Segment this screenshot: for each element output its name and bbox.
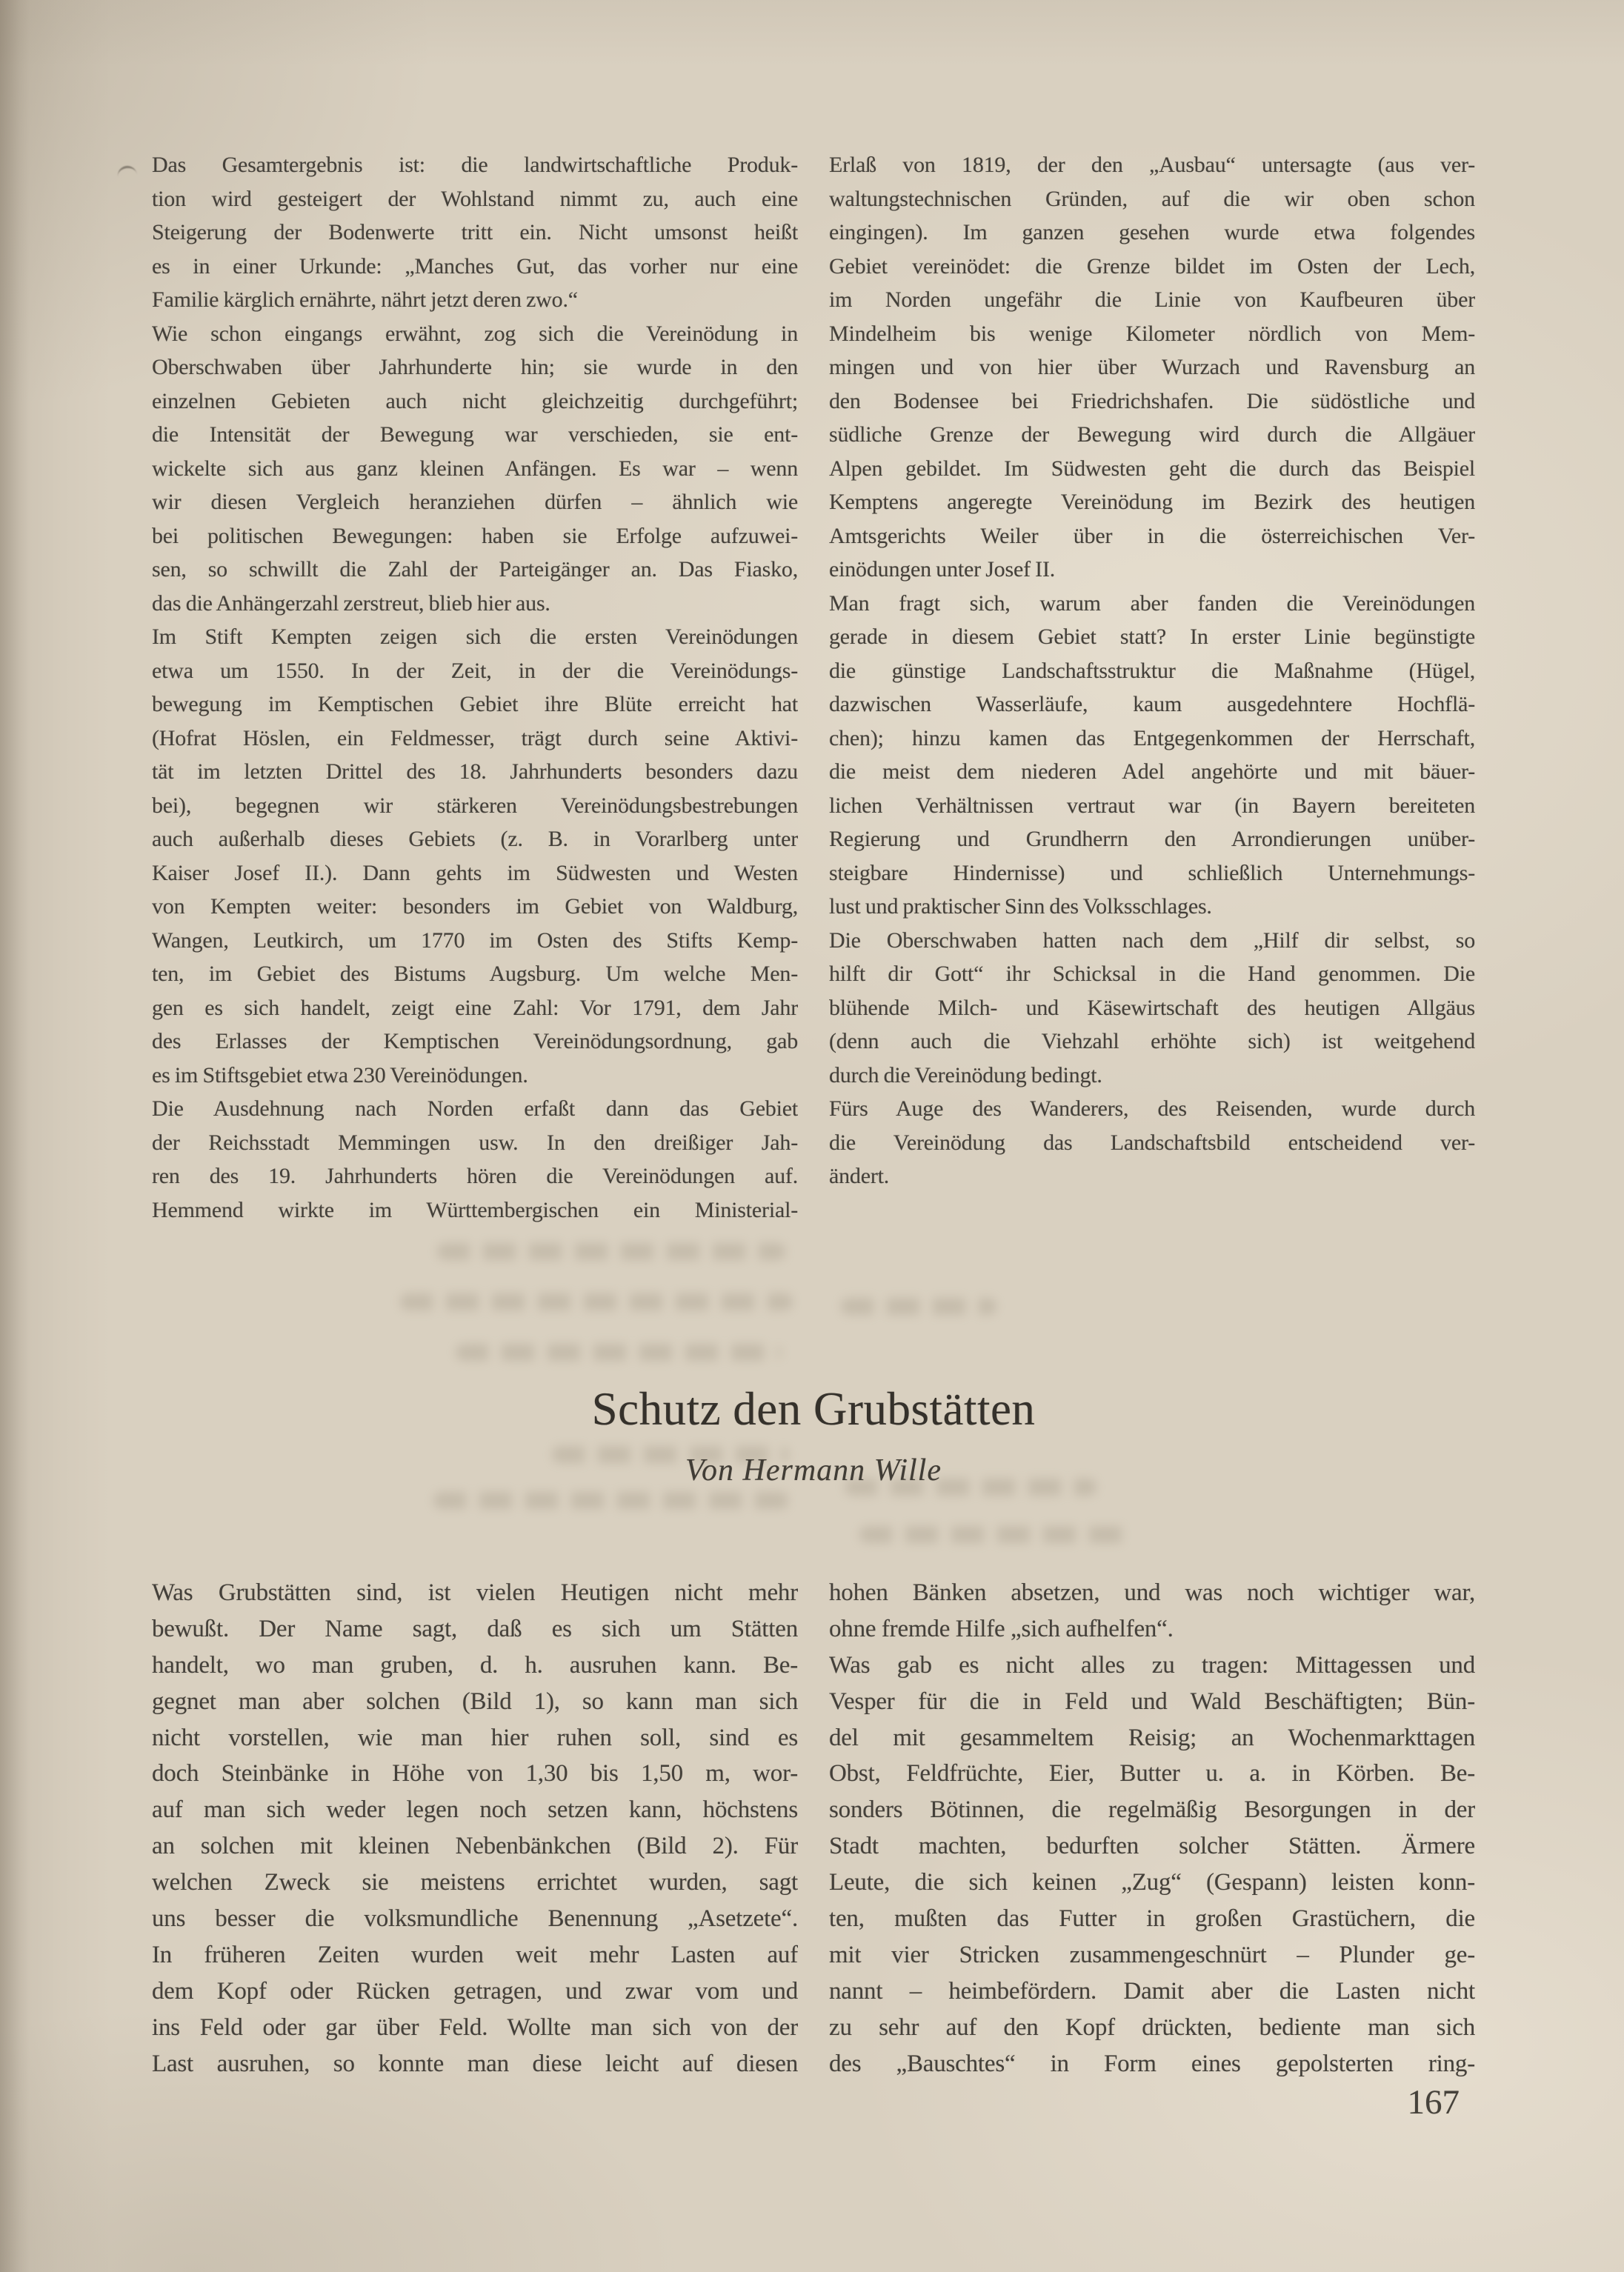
text-line: Steigerung der Bodenwerte tritt ein. Nicht umsonst heißt [152,220,798,244]
scan-artifact-mark [116,164,137,176]
text-line: Was Grubstätten sind, ist vielen Heutigen nicht mehr [152,1579,798,1606]
bleedthrough-ghost-line [841,1298,996,1315]
text-line: durch die Vereinödung bedingt. [829,1062,1102,1087]
text-line: Last ausruhen, so konnte man diese leicht auf diesen [152,2050,798,2077]
top-article-right-column [829,148,1475,1193]
text-line: del mit gesammeltem Reisig; an Wochenmarkttagen [829,1724,1475,1751]
text-line: Hemmend wirkte im Württembergischen ein Ministerial- [152,1197,798,1222]
text-line: handelt, wo man gruben, d. h. ausruhen kann. Be- [152,1651,798,1679]
bleedthrough-ghost-line [456,1344,782,1361]
text-line: die Intensität der Bewegung war verschieden, sie ent- [152,422,798,447]
text-line: ten, mußten das Futter in großen Grastüchern, die [829,1905,1475,1933]
new-article-left-column [152,1575,798,2082]
text-line: gegnet man aber solchen (Bild 1), so kann man sich [152,1688,798,1715]
text-line: Die Ausdehnung nach Norden erfaßt dann das Gebiet [152,1096,798,1121]
text-line: dem Kopf oder Rücken getragen, und zwar vom und [152,1977,798,2005]
article-title: Schutz den Grubstätten [591,1383,1036,1435]
text-line: gen es sich handelt, zeigt eine Zahl: Vor 1791, dem Jahr [152,995,798,1020]
text-line: hilft dir Gott“ ihr Schicksal in die Hand genommen. Die [829,962,1475,986]
text-line: Wie schon eingangs erwähnt, zog sich die Vereinödung in [152,321,798,346]
text-line: lust und praktischer Sinn des Volksschlages. [829,894,1212,919]
text-line: einödungen unter Josef II. [829,557,1056,582]
text-line: Wangen, Leutkirch, um 1770 im Osten des Stifts Kemp- [152,927,798,953]
text-line: sen, so schwillt die Zahl der Parteigänger an. Das Fiasko, [152,557,798,582]
text-line: Obst, Feldfrüchte, Eier, Butter u. a. in Körben. Be- [829,1760,1475,1788]
text-line: Die Oberschwaben hatten nach dem „Hilf dir selbst, so [829,927,1475,953]
text-line: Das Gesamtergebnis ist: die landwirtschaftliche Produk- [152,153,798,177]
page-number: 167 [1407,2083,1460,2122]
text-line: nicht vorstellen, wie man hier ruhen soll, sind es [152,1724,798,1751]
text-line: etwa um 1550. In der Zeit, in der die Vereinödungs- [152,658,798,683]
text-line: Fürs Auge des Wanderers, des Reisenden, wurde durch [829,1096,1475,1121]
text-line: ins Feld oder gar über Feld. Wollte man sich von der [152,2013,798,2041]
text-line: Gebiet vereinödet: die Grenze bildet im Osten der Lech, [829,253,1475,279]
text-line: (denn auch die Viehzahl erhöhte sich) ist weitgehend [829,1029,1475,1053]
text-line: mit vier Stricken zusammengeschnürt – Plunder ge- [829,1941,1475,1968]
text-line: welchen Zweck sie meistens errichtet wurden, sagt [152,1869,798,1896]
text-line: bei), begegnen wir stärkeren Vereinödungsbestrebungen [152,793,798,818]
text-line: nannt – heimbefördern. Damit aber die Lasten nicht [829,1977,1475,2005]
text-line: waltungstechnischen Gründen, auf die wir oben schon [829,186,1475,211]
text-line: tät im letzten Drittel des 18. Jahrhunderts besonders dazu [152,759,798,784]
text-line: uns besser die volksmundliche Benennung „Asetzete“. [152,1905,798,1933]
text-line: Oberschwaben über Jahrhunderte hin; sie wurde in den [152,355,798,379]
bleedthrough-ghost-line [437,1243,785,1260]
text-line: einzelnen Gebieten auch nicht gleichzeitig durchgeführt; [152,388,798,413]
text-line: wir diesen Vergleich heranziehen dürfen – ähnlich wie [152,490,798,514]
text-line: des Erlasses der Kemptischen Vereinödungsordnung, gab [152,1029,798,1053]
text-line: tion wird gesteigert der Wohlstand nimmt zu, auch eine [152,186,798,211]
text-line: die Vereinödung das Landschaftsbild entscheidend ver- [829,1130,1475,1155]
bleedthrough-ghost-line [859,1526,1126,1543]
article-byline: Von Hermann Wille [685,1453,942,1488]
text-line: lichen Verhältnissen vertraut war (in Bayern bereiteten [829,793,1475,818]
text-line: es in einer Urkunde: „Manches Gut, das vorher nur eine [152,253,798,279]
text-line: (Hofrat Höslen, ein Feldmesser, trägt durch seine Aktivi- [152,725,798,750]
text-line: im Norden ungefähr die Linie von Kaufbeuren über [829,287,1475,312]
text-line: der Reichsstadt Memmingen usw. In den dreißiger Jah- [152,1130,798,1155]
text-line: Kemptens angeregte Vereinödung im Bezirk des heutigen [829,490,1475,514]
text-line: dazwischen Wasserläufe, kaum ausgedehntere Hochflä- [829,692,1475,716]
text-line: Leute, die sich keinen „Zug“ (Gespann) leisten konn- [829,1869,1475,1896]
bleedthrough-ghost-line [400,1293,793,1310]
scan-gutter-shadow [0,0,30,2272]
text-line: Vesper für die in Feld und Wald Beschäftigten; Bün- [829,1688,1475,1715]
text-line: an solchen mit kleinen Nebenbänkchen (Bild 2). Für [152,1833,798,1860]
text-line: Man fragt sich, warum aber fanden die Vereinödungen [829,590,1475,616]
text-line: Familie kärglich ernährte, nährt jetzt deren zwo.“ [152,287,578,312]
text-line: steigbare Hindernisse) und schließlich Unternehmungs- [829,860,1475,885]
text-line: von Kempten weiter: besonders im Gebiet von Waldburg, [152,894,798,919]
text-line: eingingen). Im ganzen gesehen wurde etwa folgendes [829,220,1475,244]
text-line: Mindelheim bis wenige Kilometer nördlich von Mem- [829,321,1475,346]
text-line: chen); hinzu kamen das Entgegenkommen der Herrschaft, [829,725,1475,750]
text-line: das die Anhängerzahl zerstreut, blieb hier aus. [152,590,550,616]
text-line: Kaiser Josef II.). Dann gehts im Südwesten und Westen [152,860,798,885]
text-line: den Bodensee bei Friedrichshafen. Die südöstliche und [829,388,1475,413]
new-article-right-column [829,1575,1475,2082]
text-line: auf man sich weder legen noch setzen kann, höchstens [152,1796,798,1824]
text-line: ren des 19. Jahrhunderts hören die Vereinödungen auf. [152,1164,798,1188]
text-line: bewegung im Kemptischen Gebiet ihre Blüte erreicht hat [152,692,798,716]
text-line: zu sehr auf den Kopf drückten, bediente man sich [829,2013,1475,2041]
text-line: Alpen gebildet. Im Südwesten geht die durch das Beispiel [829,456,1475,481]
text-line: Amtsgerichts Weiler über in die österreichischen Ver- [829,523,1475,548]
text-line: doch Steinbänke in Höhe von 1,30 bis 1,50 m, wor- [152,1760,798,1788]
text-line: blühende Milch- und Käsewirtschaft des heutigen Allgäus [829,995,1475,1020]
text-line: ten, im Gebiet des Bistums Augsburg. Um welche Men- [152,962,798,986]
text-line: auch außerhalb dieses Gebiets (z. B. in Vorarlberg unter [152,827,798,851]
text-line: ändert. [829,1164,890,1188]
text-line: des „Bauschtes“ in Form eines gepolsterten ring- [829,2050,1475,2077]
text-line: wickelte sich aus ganz kleinen Anfängen. Es war – wenn [152,456,798,481]
top-article-left-column [152,148,798,1227]
text-line: Erlaß von 1819, der den „Ausbau“ untersagte (aus ver- [829,153,1475,177]
text-line: die günstige Landschaftsstruktur die Maßnahme (Hügel, [829,658,1475,683]
text-line: bewußt. Der Name sagt, daß es sich um Stätten [152,1615,798,1642]
text-line: mingen und von hier über Wurzach und Ravensburg an [829,355,1475,379]
text-line: bei politischen Bewegungen: haben sie Erfolge aufzuwei- [152,523,798,548]
text-line: südliche Grenze der Bewegung wird durch die Allgäuer [829,422,1475,447]
text-line: Stadt machten, bedurften solcher Stätten. Ärmere [829,1833,1475,1860]
text-line: hohen Bänken absetzen, und was noch wichtiger war, [829,1579,1475,1606]
text-line: ohne fremde Hilfe „sich aufhelfen“. [829,1615,1174,1642]
text-line: Regierung und Grundherrn den Arrondierungen unüber- [829,827,1475,851]
text-line: gerade in diesem Gebiet statt? In erster Linie begünstigte [829,624,1475,649]
text-line: Was gab es nicht alles zu tragen: Mittagessen und [829,1651,1475,1679]
text-line: die meist dem niederen Adel angehörte und mit bäuer- [829,759,1475,784]
text-line: In früheren Zeiten wurden weit mehr Lasten auf [152,1941,798,1968]
text-line: Im Stift Kempten zeigen sich die ersten Vereinödungen [152,624,798,649]
text-line: sonders Bötinnen, die regelmäßig Besorgungen in der [829,1796,1475,1824]
text-line: es im Stiftsgebiet etwa 230 Vereinödungen. [152,1062,528,1087]
bleedthrough-ghost-line [433,1492,789,1509]
